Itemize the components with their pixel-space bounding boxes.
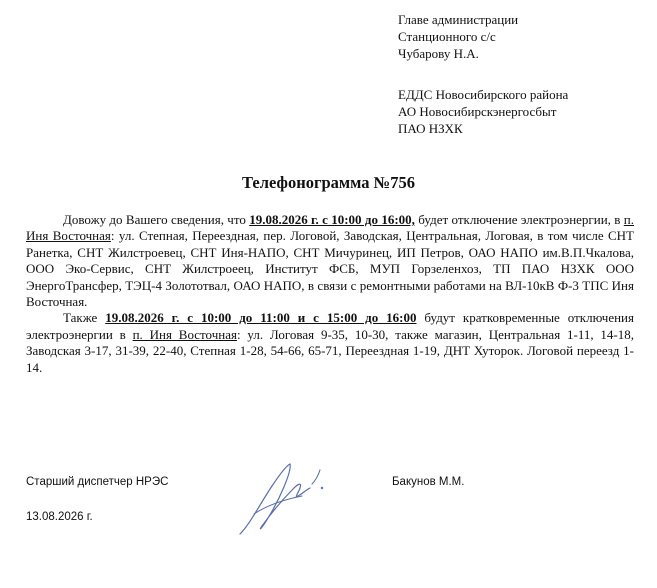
paragraph-short-outages	[26, 310, 634, 376]
addressee-line: ЕДДС Новосибирского района	[398, 87, 569, 102]
short-outage-datetime: 19.08.2026 г. с 10:00 до 11:00 и с 15:00 до 16:00	[105, 310, 417, 326]
document-body	[26, 212, 634, 376]
signer-name: Бакунов М.М.	[392, 476, 465, 488]
paragraph-outage-notice	[26, 212, 634, 310]
addressee-line: Главе администрации	[398, 12, 519, 27]
addressee-line: Станционного с/с	[398, 29, 496, 44]
document-title: Телефонограмма №756	[242, 173, 415, 192]
outage-datetime: 19.08.2026 г. с 10:00 до 16:00,	[249, 212, 415, 227]
text-fragment: будет отключение электроэнергии, в	[414, 212, 624, 227]
document-date: 13.08.2026 г.	[26, 511, 93, 523]
signer-position: Старший диспетчер НРЭС	[26, 476, 169, 488]
addressee-block	[398, 11, 568, 137]
outage-place: п. Иня Восточная	[26, 212, 634, 244]
short-outage-place: п. Иня Восточная	[132, 326, 237, 342]
addressee-line: ПАО НЗХК	[398, 121, 463, 136]
handwritten-signature	[232, 458, 332, 540]
text-fragment: Также	[63, 310, 106, 326]
text-fragment: : ул. Степная, Переездная, пер. Логовой, Заводская, Центральная, Логовая, в том числе СНТ Ранетка, СНТ Жилстроевец, СНТ Иня-НАПО, СНТ Мичуринец, ИП Петров, ОАО НАПО им.В.П.Чкалова, ООО Эко-Сервис, СНТ Жилстроеец, Институт ФСБ, МУП Горзеленхоз, ТП ПАО НЗХК ООО ЭнергоТрансфер, ТЭЦ-4 Золототвал, ОАО НАПО, в связи с ремонтными работами на ВЛ-10кВ Ф-3 ТПС Иня Восточная.	[26, 228, 635, 310]
text-fragment: : ул. Логовая 9-35, 10-30, также магазин, Центральная 1-11, 14-18, Заводская 3-17, 31-39, 22-40, Степная 1-28, 54-66, 65-71, Переездная 1-19, ДНТ Хуторок. Логовой переезд 1-14.	[26, 326, 635, 375]
text-fragment: Довожу до Вашего сведения, что	[63, 212, 250, 227]
text-fragment: будут кратковременные отключения электроэнергии в	[26, 310, 634, 342]
addressee-line: Чубарову Н.А.	[398, 46, 479, 61]
addressee-line: АО Новосибирскэнергосбыт	[398, 104, 557, 119]
